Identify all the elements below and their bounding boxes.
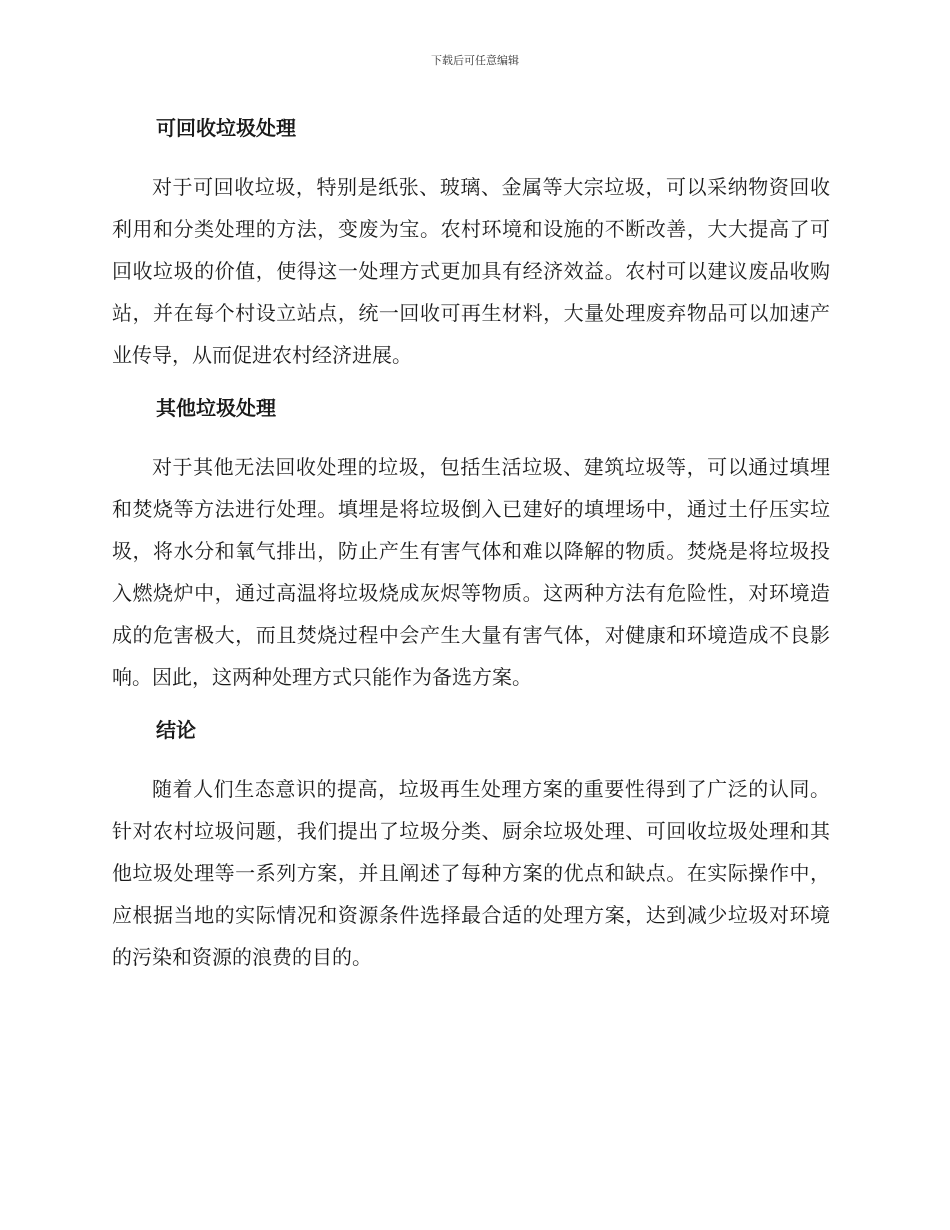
page-header: 下载后可任意编辑 [431, 54, 519, 67]
document-body [112, 108, 830, 990]
section-recyclable-waste [112, 108, 830, 376]
section-paragraph: 对于其他无法回收处理的垃圾，包括生活垃圾、建筑垃圾等，可以通过填埋和焚烧等方法进行处理。填埋是将垃圾倒入已建好的填埋场中，通过土仔压实垃圾，将水分和氧气排出，防止产生有害气体和难以降解的物质。焚烧是将垃圾投入燃烧炉中，通过高温将垃圾烧成灰烬等物质。这两种方法有危险性，对环境造成的危害极大，而且焚烧过程中会产生大量有害气体，对健康和环境造成不良影响。因此，这两种处理方式只能作为备选方案。 [112, 455, 830, 689]
section-paragraph: 对于可回收垃圾，特别是纸张、玻璃、金属等大宗垃圾，可以采纳物资回收利用和分类处理的方法，变废为宝。农村环境和设施的不断改善，大大提高了可回收垃圾的价值，使得这一处理方式更加具有经济效益。农村可以建议废品收购站，并在每个村设立站点，统一回收可再生材料，大量处理废弃物品可以加速产业传导，从而促进农村经济进展。 [112, 175, 830, 367]
section-heading: 结论 [156, 718, 196, 742]
section-paragraph: 随着人们生态意识的提高，垃圾再生处理方案的重要性得到了广泛的认同。针对农村垃圾问题，我们提出了垃圾分类、厨余垃圾处理、可回收垃圾处理和其他垃圾处理等一系列方案，并且阐述了每种方案的优点和缺点。在实际操作中，应根据当地的实际情况和资源条件选择最合适的处理方案，达到减少垃圾对环境的污染和资源的浪费的目的。 [112, 777, 830, 969]
section-heading: 可回收垃圾处理 [156, 116, 296, 140]
section-other-waste [112, 388, 830, 698]
section-conclusion [112, 710, 830, 978]
section-heading: 其他垃圾处理 [156, 396, 276, 420]
